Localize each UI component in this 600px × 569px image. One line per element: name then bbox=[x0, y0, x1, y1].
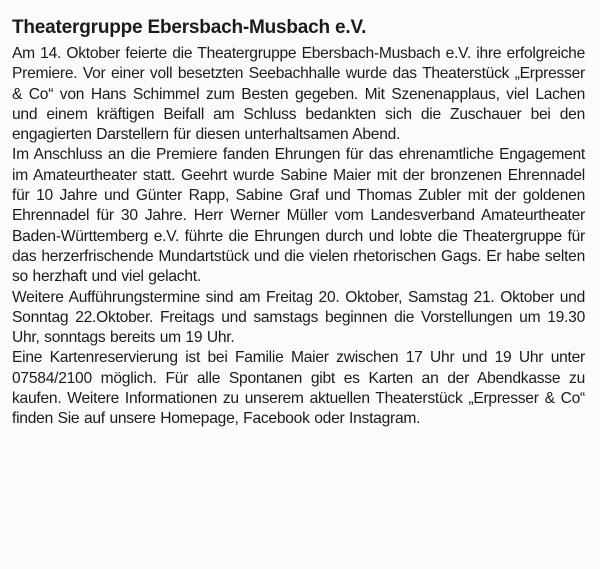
article-paragraph-dates: Weitere Aufführungstermine sind am Freitag 20. Oktober, Samstag 21. Oktober und Sonntag 22.Oktober. Freitags und samstags beginnen die Vorstellungen um 19.30 Uhr, sonntags bereits um 19 Uhr. bbox=[12, 288, 585, 347]
newspaper-article bbox=[12, 16, 585, 430]
article-headline: Theatergruppe Ebersbach-Musbach e.V. bbox=[12, 17, 367, 38]
article-paragraph-premiere: Am 14. Oktober feierte die Theatergruppe Ebersbach-Musbach e.V. ihre erfolgreiche Premiere. Vor einer voll besetzten Seebachhalle wurde das Theaterstück „Erpresser & Co“ von Hans Schimmel zum Besten gegeben. Mit Szenenapplaus, viel Lachen und einem kräftigen Beifall am Schluss bedankten sich die Zuschauer bei den engagierten Darstellern für diesen unterhaltsamen Abend. bbox=[12, 45, 585, 144]
article-paragraph-honors: Im Anschluss an die Premiere fanden Ehrungen für das ehrenamtliche Engagement im Amateurtheater statt. Geehrt wurde Sabine Maier mit der bronzenen Ehrennadel für 10 Jahre und Günter Rapp, Sabine Graf und Thomas Zubler mit der goldenen Ehrennadel für 30 Jahre. Herr Werner Müller vom Landesverband Amateurtheater Baden-Württemberg e.V. führte die Ehrungen durch und lobte die Theatergruppe für das herzerfrischende Mundartstück und die vielen rhetorischen Gags. Er habe selten so herzhaft und viel gelacht. bbox=[12, 146, 585, 286]
article-paragraph-tickets: Eine Kartenreservierung ist bei Familie Maier zwischen 17 Uhr und 19 Uhr unter 07584/2100 möglich. Für alle Spontanen gibt es Karten an der Abendkasse zu kaufen. Weitere Informationen zu unserem aktuellen Theaterstück „Erpresser & Co“ finden Sie auf unsere Homepage, Facebook oder Instagram. bbox=[12, 349, 585, 428]
